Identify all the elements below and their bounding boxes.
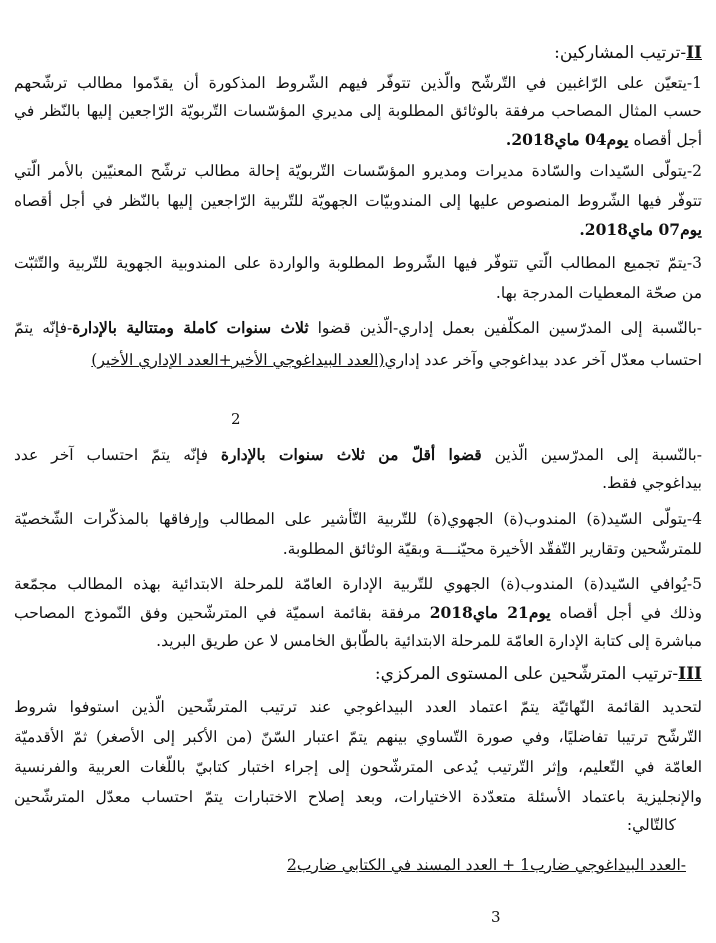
p5-line2: وذلك في أجل أقصاه يوم21 ماي2018 مرفقة بقائمة اسميّة في المترشّحين وفق النّموذج المصاحب [14,603,702,622]
p4-line1: 4-يتولّى السّيد(ة) المندوب(ة) الجهوي(ة) للتّربية التّأشير على المطالب وإرفاقها بالمذكّرات الشّخصيّة [14,510,702,528]
page-number-bottom: 3 [491,908,501,926]
p3-line1: 3-يتمّ تجميع المطالب الّتي تتوفّر فيها الشّروط المطلوبة والواردة على المندوبية الجهوية للتّربية والتّثبّت [14,254,702,272]
p3-line6: بيداغوجي فقط. [602,474,702,492]
p2-line2: تتوفّر فيها الشّروط المنصوص عليها إلى المندوبيّات الجهويّة للتّربية الرّاجعين إليها بالنّظر في أجل أقصاه [14,192,702,210]
section-3-heading: III-ترتيب المترشّحين على المستوى المركزي: [374,664,702,684]
s3-line4: والإنجليزية باعتماد الأسئلة متعدّدة الاختيارات، وبعد إصلاح الاختبارات يتمّ احتساب معدّل المترشّحين [14,788,702,806]
section-2-heading: II-ترتيب المشاركين: [554,43,702,63]
p3-line5: -بالنّسبة إلى المدرّسين الّذين قضوا أقلّ من ثلاث سنوات بالإدارة فإنّه يتمّ احتساب آخر عدد [14,445,702,464]
p2-line1: 2-يتولّى السّيدات والسّادة مديرات ومديرو المؤسّسات التّربويّة إحالة مطالب ترشّح المعنيّين بالأمر الّتي [14,162,702,180]
p2-line3: يوم07 ماي2018. [579,220,702,239]
s3-line2: التّرشّح ترتيبا تفاضليًا، وفي صورة التّساوي بينهم يتمّ اعتبار السّنّ (من الأكبر إلى الأصغر) ثمّ الأقدميّة [14,728,702,746]
p3-line2: من صحّة المعطيات المدرجة بها. [495,284,702,302]
s3-line5: كالتّالي: [626,816,676,834]
p1-line3: أجل أقصاه يوم04 ماي2018. [505,130,702,149]
formula-line: -العدد البيداغوجي ضارب1 + العدد المسند في الكتابي ضارب2 [286,856,686,874]
s3-line1: لتحديد القائمة النّهائيّة يتمّ اعتماد العدد البيداغوجي عند ترتيب المترشّحين الّذين استوفوا شروط [14,698,702,716]
p5-line3: مباشرة إلى كتابة الإدارة العامّة للمرحلة الابتدائية بالطّابق الخامس لا عن طريق البريد. [156,632,702,650]
s3-line3: العامّة في التّعليم، وإثر التّرتيب يُدعى المترشّحون إلى إجراء اختبار كتابيّ باللّغات العربية والفرنسية [14,758,702,776]
p3-line3: -بالنّسبة إلى المدرّسين المكلّفين بعمل إداري-الّذين قضوا ثلاث سنوات كاملة ومتتالية بالإدارة-فإنّه يتمّ [14,318,702,337]
p5-line1: 5-يُوافي السّيد(ة) المندوب(ة) الجهوي للتّربية الإدارة العامّة للمرحلة الابتدائية بهذه المطالب مجمّعة [14,575,702,593]
page-number-mid: 2 [231,410,241,428]
p4-line2: للمترشّحين وتقارير التّفقّد الأخيرة محيّنـــة وبقيّة الوثائق المطلوبة. [282,540,702,558]
p1-line1: 1-يتعيّن على الرّاغبين في التّرشّح والّذين تتوفّر فيهم الشّروط المذكورة أن يقدّموا مطالب ترشّحهم [14,74,702,92]
p1-line2: حسب المثال المصاحب مرفقة بالوثائق المطلوبة إلى مديري المؤسّسات التّربويّة الرّاجعين إليها بالنّظر في [14,102,702,120]
p3-line4: احتساب معدّل آخر عدد بيداغوجي وآخر عدد إداري(العدد البيداغوجي الأخير+العدد الإداري الأخير) [91,351,702,369]
